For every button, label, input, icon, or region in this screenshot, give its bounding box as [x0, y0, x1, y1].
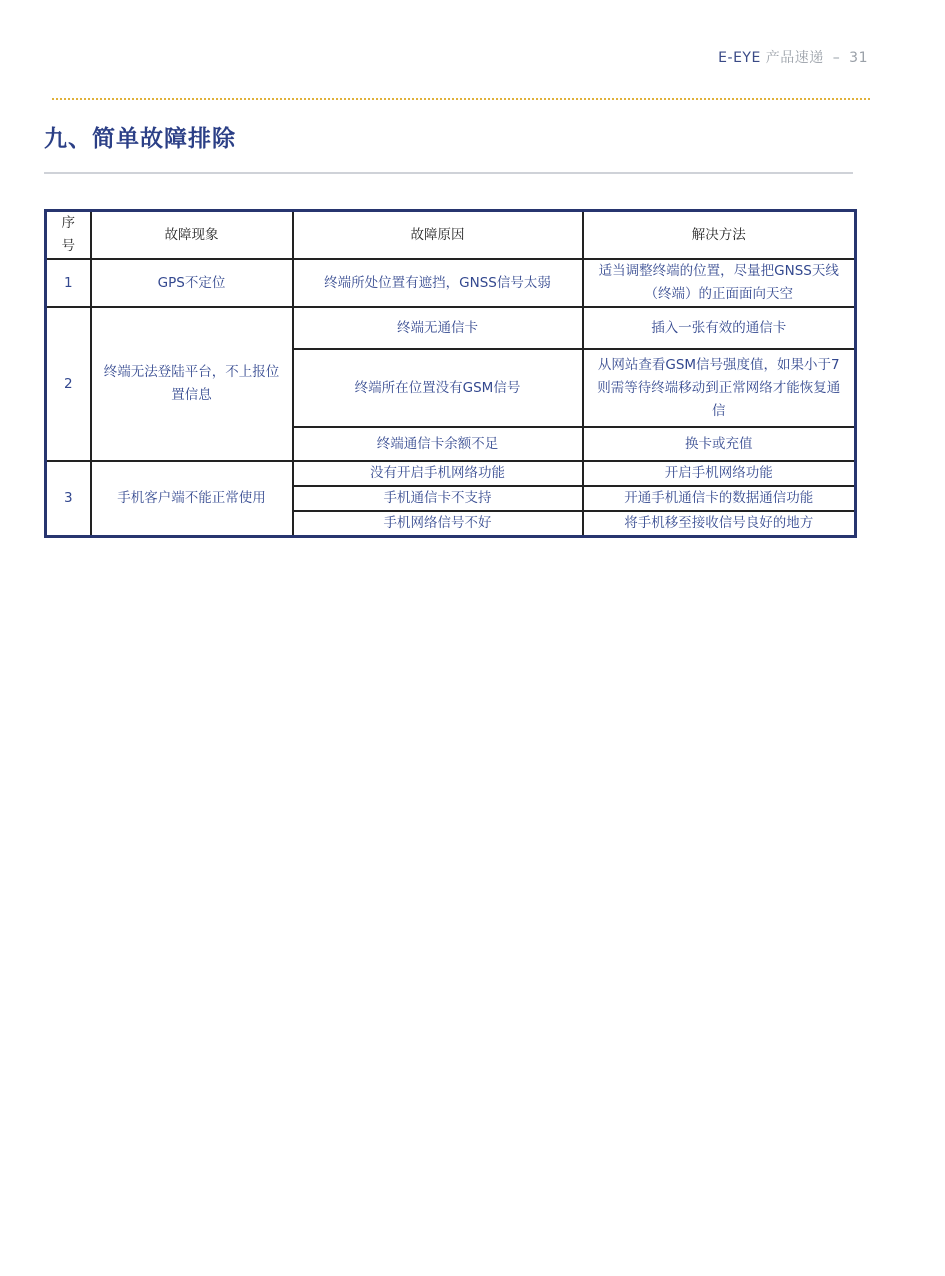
row-index: 3 — [46, 461, 91, 537]
row-cause: 手机网络信号不好 — [293, 511, 583, 537]
row-index: 2 — [46, 307, 91, 461]
row-index: 1 — [46, 259, 91, 307]
row-solution: 适当调整终端的位置，尽量把GNSS天线（终端）的正面面向天空 — [583, 259, 856, 307]
troubleshooting-table — [44, 209, 857, 538]
header-divider — [52, 98, 870, 100]
column-header-symptom: 故障现象 — [91, 211, 293, 260]
column-header-cause: 故障原因 — [293, 211, 583, 260]
row-cause: 终端通信卡余额不足 — [293, 427, 583, 461]
row-symptom: 终端无法登陆平台，不上报位置信息 — [91, 307, 293, 461]
row-cause: 没有开启手机网络功能 — [293, 461, 583, 486]
page-number: 31 — [849, 50, 868, 66]
row-symptom: GPS不定位 — [91, 259, 293, 307]
row-cause: 终端所处位置有遮挡，GNSS信号太弱 — [293, 259, 583, 307]
row-solution: 从网站查看GSM信号强度值，如果小于7则需等待终端移动到正常网络才能恢复通信 — [583, 349, 856, 427]
row-cause: 终端无通信卡 — [293, 307, 583, 349]
header-separator: – — [832, 50, 841, 66]
table-row — [46, 307, 856, 349]
table-row — [46, 461, 856, 486]
page-header — [718, 47, 868, 67]
row-solution: 开通手机通信卡的数据通信功能 — [583, 486, 856, 511]
row-solution: 插入一张有效的通信卡 — [583, 307, 856, 349]
row-solution: 换卡或充值 — [583, 427, 856, 461]
table-header-row — [46, 211, 856, 260]
row-solution: 将手机移至接收信号良好的地方 — [583, 511, 856, 537]
header-brand: E-EYE — [718, 50, 761, 66]
row-symptom: 手机客户端不能正常使用 — [91, 461, 293, 537]
row-cause: 终端所在位置没有GSM信号 — [293, 349, 583, 427]
row-cause: 手机通信卡不支持 — [293, 486, 583, 511]
row-solution: 开启手机网络功能 — [583, 461, 856, 486]
header-subtitle: 产品速递 — [765, 50, 824, 66]
section-title: 九、简单故障排除 — [44, 126, 236, 152]
column-header-index: 序号 — [46, 211, 91, 260]
title-underline — [44, 172, 853, 174]
column-header-solution: 解决方法 — [583, 211, 856, 260]
table-row — [46, 259, 856, 307]
